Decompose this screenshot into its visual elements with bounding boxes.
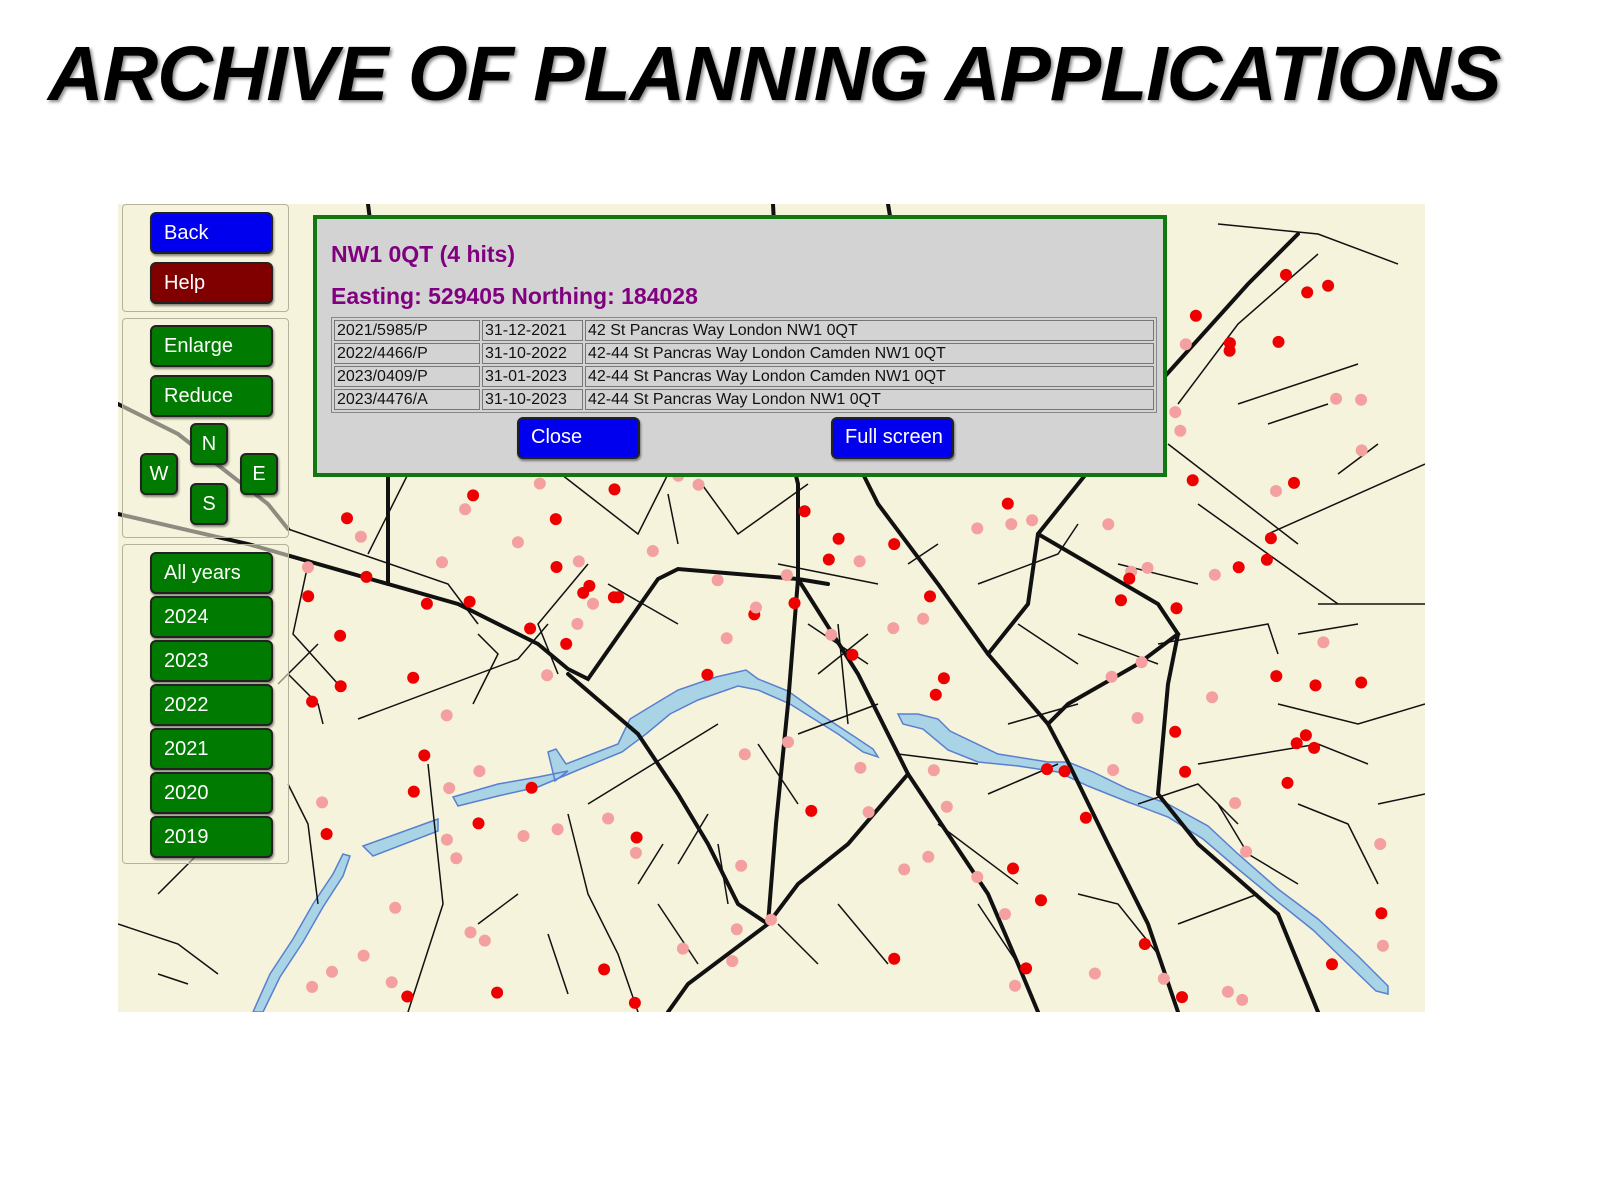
application-marker[interactable] bbox=[552, 823, 564, 835]
application-marker[interactable] bbox=[1115, 594, 1127, 606]
application-marker[interactable] bbox=[825, 629, 837, 641]
application-marker[interactable] bbox=[1374, 838, 1386, 850]
application-marker[interactable] bbox=[1005, 518, 1017, 530]
pan-east-button[interactable]: E bbox=[240, 453, 278, 495]
year-2021-button[interactable]: 2021 bbox=[150, 728, 273, 770]
application-marker[interactable] bbox=[306, 696, 318, 708]
application-marker[interactable] bbox=[1169, 406, 1181, 418]
application-marker[interactable] bbox=[1291, 737, 1303, 749]
application-marker[interactable] bbox=[1317, 636, 1329, 648]
application-marker[interactable] bbox=[534, 478, 546, 490]
enlarge-button[interactable]: Enlarge bbox=[150, 325, 273, 367]
application-marker[interactable] bbox=[647, 545, 659, 557]
application-marker[interactable] bbox=[473, 817, 485, 829]
application-marker[interactable] bbox=[1300, 729, 1312, 741]
year-2020-button[interactable]: 2020 bbox=[150, 772, 273, 814]
application-marker[interactable] bbox=[326, 966, 338, 978]
application-marker[interactable] bbox=[1322, 280, 1334, 292]
application-marker[interactable] bbox=[467, 489, 479, 501]
year-2023-button[interactable]: 2023 bbox=[150, 640, 273, 682]
application-ref[interactable]: 2023/0409/P bbox=[334, 366, 480, 387]
application-marker[interactable] bbox=[335, 680, 347, 692]
application-marker[interactable] bbox=[386, 976, 398, 988]
application-marker[interactable] bbox=[1158, 973, 1170, 985]
application-marker[interactable] bbox=[418, 749, 430, 761]
application-marker[interactable] bbox=[765, 914, 777, 926]
application-marker[interactable] bbox=[1330, 393, 1342, 405]
application-marker[interactable] bbox=[473, 765, 485, 777]
application-marker[interactable] bbox=[541, 669, 553, 681]
application-marker[interactable] bbox=[1224, 345, 1236, 357]
application-marker[interactable] bbox=[1240, 846, 1252, 858]
application-marker[interactable] bbox=[1229, 797, 1241, 809]
application-marker[interactable] bbox=[443, 782, 455, 794]
application-marker[interactable] bbox=[971, 522, 983, 534]
close-button[interactable]: Close bbox=[517, 417, 640, 459]
application-marker[interactable] bbox=[630, 847, 642, 859]
application-marker[interactable] bbox=[459, 503, 471, 515]
application-marker[interactable] bbox=[479, 935, 491, 947]
application-marker[interactable] bbox=[928, 764, 940, 776]
application-marker[interactable] bbox=[735, 860, 747, 872]
application-marker[interactable] bbox=[1139, 938, 1151, 950]
application-marker[interactable] bbox=[573, 555, 585, 567]
application-marker[interactable] bbox=[1326, 958, 1338, 970]
application-marker[interactable] bbox=[917, 613, 929, 625]
application-marker[interactable] bbox=[524, 623, 536, 635]
application-marker[interactable] bbox=[1176, 991, 1188, 1003]
application-marker[interactable] bbox=[602, 813, 614, 825]
year-2019-button[interactable]: 2019 bbox=[150, 816, 273, 858]
application-marker[interactable] bbox=[518, 830, 530, 842]
application-marker[interactable] bbox=[888, 538, 900, 550]
application-marker[interactable] bbox=[1169, 726, 1181, 738]
pan-north-button[interactable]: N bbox=[190, 423, 228, 465]
application-marker[interactable] bbox=[898, 863, 910, 875]
application-marker[interactable] bbox=[1190, 310, 1202, 322]
year-2022-button[interactable]: 2022 bbox=[150, 684, 273, 726]
application-marker[interactable] bbox=[1002, 498, 1014, 510]
application-marker[interactable] bbox=[355, 531, 367, 543]
application-marker[interactable] bbox=[1261, 554, 1273, 566]
application-marker[interactable] bbox=[782, 736, 794, 748]
application-marker[interactable] bbox=[693, 479, 705, 491]
pan-west-button[interactable]: W bbox=[140, 453, 178, 495]
application-marker[interactable] bbox=[334, 630, 346, 642]
application-marker[interactable] bbox=[491, 987, 503, 999]
full-screen-button[interactable]: Full screen bbox=[831, 417, 954, 459]
application-marker[interactable] bbox=[1123, 573, 1135, 585]
hits-table bbox=[331, 317, 1157, 413]
application-marker[interactable] bbox=[1308, 742, 1320, 754]
application-marker[interactable] bbox=[550, 513, 562, 525]
application-marker[interactable] bbox=[1089, 968, 1101, 980]
application-marker[interactable] bbox=[598, 963, 610, 975]
application-date: 31-10-2022 bbox=[482, 343, 583, 364]
application-ref[interactable]: 2023/4476/A bbox=[334, 389, 480, 410]
table-row[interactable] bbox=[334, 389, 1154, 410]
application-marker[interactable] bbox=[789, 597, 801, 609]
application-marker[interactable] bbox=[1355, 394, 1367, 406]
application-marker[interactable] bbox=[854, 762, 866, 774]
application-marker[interactable] bbox=[854, 555, 866, 567]
application-marker[interactable] bbox=[731, 923, 743, 935]
application-marker[interactable] bbox=[922, 851, 934, 863]
application-marker[interactable] bbox=[1355, 677, 1367, 689]
application-marker[interactable] bbox=[721, 632, 733, 644]
application-marker[interactable] bbox=[450, 852, 462, 864]
application-marker[interactable] bbox=[1026, 514, 1038, 526]
application-marker[interactable] bbox=[302, 590, 314, 602]
application-marker[interactable] bbox=[360, 571, 372, 583]
application-marker[interactable] bbox=[302, 561, 314, 573]
application-ref[interactable]: 2022/4466/P bbox=[334, 343, 480, 364]
application-marker[interactable] bbox=[1288, 477, 1300, 489]
application-address: 42-44 St Pancras Way London Camden NW1 0QT bbox=[585, 366, 1154, 387]
application-marker[interactable] bbox=[358, 950, 370, 962]
application-marker[interactable] bbox=[1310, 679, 1322, 691]
application-marker[interactable] bbox=[781, 569, 793, 581]
postcode-popup bbox=[313, 215, 1167, 477]
application-marker[interactable] bbox=[1102, 518, 1114, 530]
application-marker[interactable] bbox=[1206, 691, 1218, 703]
application-marker[interactable] bbox=[1174, 425, 1186, 437]
application-marker[interactable] bbox=[1375, 907, 1387, 919]
application-marker[interactable] bbox=[887, 622, 899, 634]
application-marker[interactable] bbox=[1209, 569, 1221, 581]
reduce-button[interactable]: Reduce bbox=[150, 375, 273, 417]
application-marker[interactable] bbox=[1236, 994, 1248, 1006]
application-marker[interactable] bbox=[1009, 980, 1021, 992]
application-marker[interactable] bbox=[726, 955, 738, 967]
application-marker[interactable] bbox=[941, 801, 953, 813]
application-marker[interactable] bbox=[306, 981, 318, 993]
application-marker[interactable] bbox=[1059, 765, 1071, 777]
application-marker[interactable] bbox=[465, 926, 477, 938]
application-marker[interactable] bbox=[805, 805, 817, 817]
application-marker[interactable] bbox=[401, 991, 413, 1003]
application-ref[interactable]: 2021/5985/P bbox=[334, 320, 480, 341]
application-marker[interactable] bbox=[1041, 763, 1053, 775]
application-marker[interactable] bbox=[971, 871, 983, 883]
application-marker[interactable] bbox=[551, 561, 563, 573]
application-marker[interactable] bbox=[587, 598, 599, 610]
application-marker[interactable] bbox=[1273, 336, 1285, 348]
application-marker[interactable] bbox=[888, 953, 900, 965]
application-marker[interactable] bbox=[441, 834, 453, 846]
application-marker[interactable] bbox=[1106, 671, 1118, 683]
application-marker[interactable] bbox=[560, 638, 572, 650]
popup-heading: NW1 0QT (4 hits) bbox=[331, 241, 516, 267]
application-marker[interactable] bbox=[436, 556, 448, 568]
popup-coordinates: Easting: 529405 Northing: 184028 bbox=[331, 283, 698, 309]
application-marker[interactable] bbox=[1035, 894, 1047, 906]
application-date: 31-12-2021 bbox=[482, 320, 583, 341]
application-marker[interactable] bbox=[1007, 863, 1019, 875]
application-marker[interactable] bbox=[1270, 670, 1282, 682]
application-marker[interactable] bbox=[1377, 940, 1389, 952]
table-row[interactable] bbox=[334, 366, 1154, 387]
application-marker[interactable] bbox=[833, 533, 845, 545]
application-address: 42 St Pancras Way London NW1 0QT bbox=[585, 320, 1154, 341]
application-marker[interactable] bbox=[316, 796, 328, 808]
canal-water bbox=[253, 670, 1388, 1012]
application-marker[interactable] bbox=[629, 997, 641, 1009]
application-address: 42-44 St Pancras Way London NW1 0QT bbox=[585, 389, 1154, 410]
application-marker[interactable] bbox=[799, 505, 811, 517]
application-marker[interactable] bbox=[1282, 777, 1294, 789]
application-date: 31-01-2023 bbox=[482, 366, 583, 387]
table-row[interactable] bbox=[334, 343, 1154, 364]
application-marker[interactable] bbox=[1107, 764, 1119, 776]
application-marker[interactable] bbox=[1280, 269, 1292, 281]
pan-south-button[interactable]: S bbox=[190, 483, 228, 525]
year-2024-button[interactable]: 2024 bbox=[150, 596, 273, 638]
application-date: 31-10-2023 bbox=[482, 389, 583, 410]
application-marker[interactable] bbox=[441, 709, 453, 721]
application-marker[interactable] bbox=[571, 618, 583, 630]
application-marker[interactable] bbox=[712, 574, 724, 586]
application-marker[interactable] bbox=[677, 943, 689, 955]
application-address: 42-44 St Pancras Way London Camden NW1 0QT bbox=[585, 343, 1154, 364]
application-marker[interactable] bbox=[1187, 474, 1199, 486]
application-marker[interactable] bbox=[512, 536, 524, 548]
application-marker[interactable] bbox=[863, 806, 875, 818]
year-all-button[interactable]: All years bbox=[150, 552, 273, 594]
back-button[interactable]: Back bbox=[150, 212, 273, 254]
application-marker[interactable] bbox=[1270, 485, 1282, 497]
application-marker[interactable] bbox=[1171, 602, 1183, 614]
application-marker[interactable] bbox=[321, 828, 333, 840]
application-marker[interactable] bbox=[1080, 812, 1092, 824]
application-marker[interactable] bbox=[1233, 561, 1245, 573]
application-marker[interactable] bbox=[526, 782, 538, 794]
application-marker[interactable] bbox=[464, 596, 476, 608]
application-marker[interactable] bbox=[823, 554, 835, 566]
application-marker[interactable] bbox=[701, 669, 713, 681]
application-marker[interactable] bbox=[1356, 444, 1368, 456]
application-marker[interactable] bbox=[999, 908, 1011, 920]
application-marker[interactable] bbox=[421, 598, 433, 610]
application-marker[interactable] bbox=[938, 672, 950, 684]
application-marker[interactable] bbox=[1301, 286, 1313, 298]
application-marker[interactable] bbox=[407, 672, 419, 684]
application-marker[interactable] bbox=[389, 902, 401, 914]
application-marker[interactable] bbox=[577, 587, 589, 599]
application-marker[interactable] bbox=[1179, 766, 1191, 778]
application-marker[interactable] bbox=[1142, 562, 1154, 574]
application-marker[interactable] bbox=[846, 649, 858, 661]
page-title: ARCHIVE OF PLANNING APPLICATIONS bbox=[48, 31, 1501, 117]
application-marker[interactable] bbox=[1136, 656, 1148, 668]
application-marker[interactable] bbox=[1020, 962, 1032, 974]
application-marker[interactable] bbox=[750, 602, 762, 614]
application-marker[interactable] bbox=[1265, 532, 1277, 544]
application-marker[interactable] bbox=[924, 590, 936, 602]
application-marker[interactable] bbox=[930, 689, 942, 701]
application-marker[interactable] bbox=[608, 591, 620, 603]
application-marker[interactable] bbox=[739, 748, 751, 760]
help-button[interactable]: Help bbox=[150, 262, 273, 304]
application-marker[interactable] bbox=[408, 786, 420, 798]
table-row[interactable] bbox=[334, 320, 1154, 341]
application-marker[interactable] bbox=[1180, 338, 1192, 350]
application-marker[interactable] bbox=[1222, 986, 1234, 998]
application-marker[interactable] bbox=[341, 512, 353, 524]
application-marker[interactable] bbox=[609, 483, 621, 495]
application-marker[interactable] bbox=[631, 832, 643, 844]
application-marker[interactable] bbox=[1132, 712, 1144, 724]
